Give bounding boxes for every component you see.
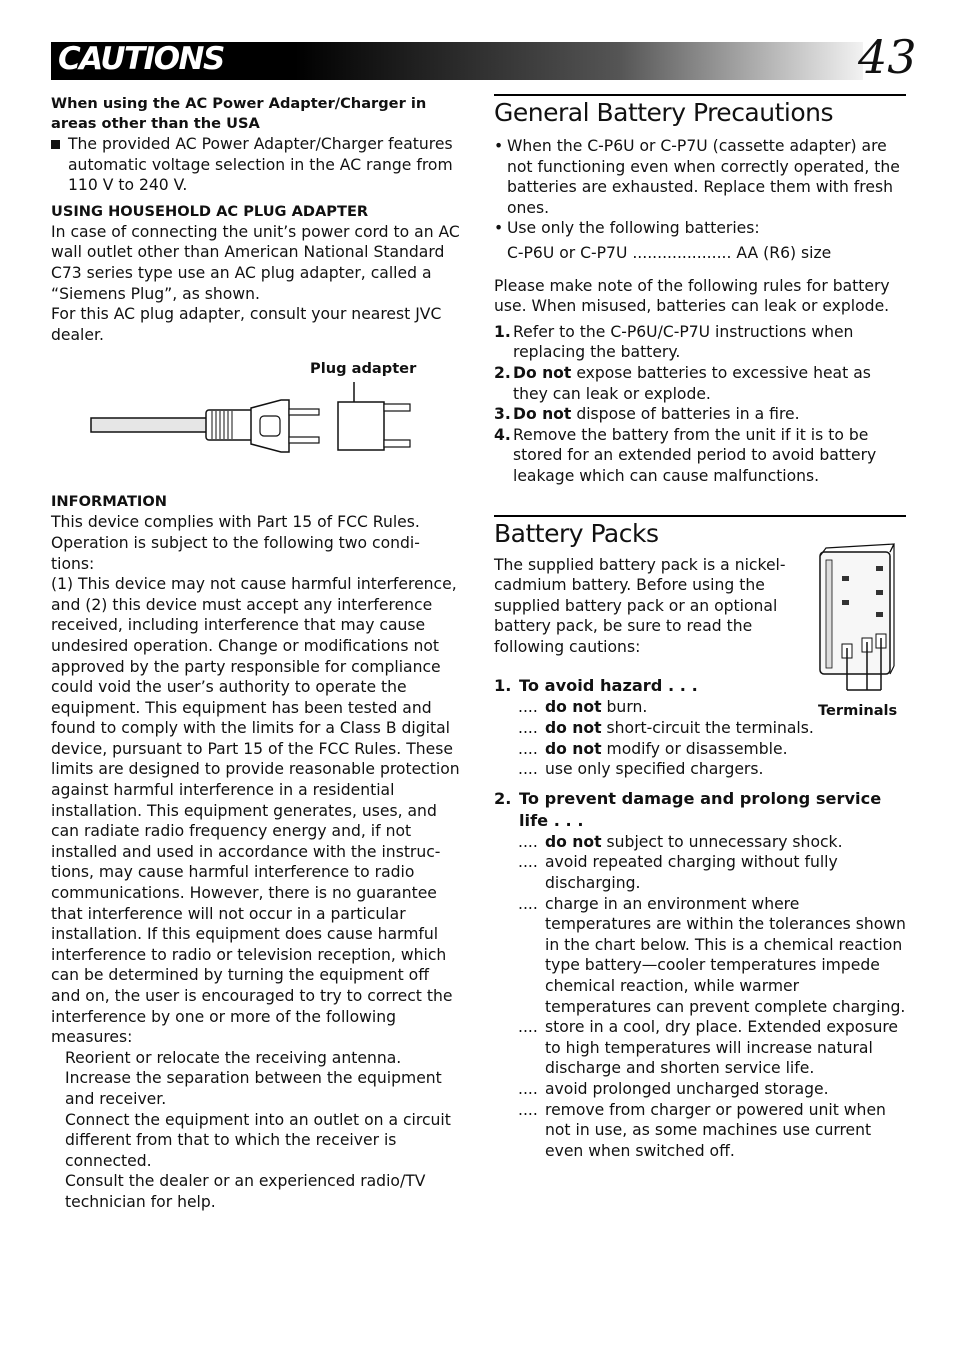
leader-dots: ....: [518, 1018, 538, 1037]
item-emphasis: do not: [545, 698, 602, 717]
leader-dots: ....: [518, 698, 538, 717]
damage-item: [494, 832, 906, 853]
item-emphasis: do not: [545, 719, 602, 738]
terminals-label: Terminals: [818, 702, 898, 719]
rule-text: Refer to the C-P6U/C-P7U instructions when replacing the battery.: [513, 322, 854, 362]
leader-dots: ....: [518, 739, 538, 758]
battery-spec: C-P6U or C-P7U .................... AA (R6) size: [507, 243, 832, 262]
item-text: subject to unnecessary shock.: [601, 832, 843, 851]
rule-text: Remove the battery from the unit if it is to be stored for an extended period to avoid battery leakage which can cause malfunctions.: [513, 425, 877, 485]
damage-title: To prevent damage and prolong service life . . .: [519, 788, 882, 830]
item-text: store in a cool, dry place. Extended exposure to high temperatures will increase natural discharge and shorten service life.: [545, 1018, 899, 1078]
general-bullet-1-text: When the C-P6U or C-P7U (cassette adapter) are not functioning even when correctly operated, the batteries are exhausted. Replace them with fresh ones.: [507, 137, 900, 217]
battery-pack-illustration: [810, 540, 910, 705]
rule-emphasis: Do not: [513, 405, 572, 424]
general-bullet-2-text: Use only the following batteries:: [507, 219, 760, 238]
item-text: modify or disassemble.: [601, 739, 788, 758]
information-heading: INFORMATION: [51, 493, 167, 511]
battery-rules-list: [494, 322, 906, 487]
page-number: 43: [858, 30, 917, 84]
ac-adapter-heading: When using the AC Power Adapter/Charger in areas other than the USA: [51, 95, 427, 132]
item-text: short-circuit the terminals.: [601, 719, 814, 738]
page-title: CAUTIONS: [58, 41, 224, 77]
leader-dots: ....: [518, 760, 538, 779]
bullet-dot-icon: •: [494, 137, 504, 155]
battery-rule: [494, 404, 906, 425]
leader-dots: ....: [518, 894, 538, 913]
rule-number: 2.: [494, 363, 511, 382]
battery-rule: [494, 363, 906, 404]
information-para1: This device complies with Part 15 of FCC Rules. Operation is subject to the following two condi- tions:: [51, 513, 420, 573]
information-para2: (1) This device may not cause harmful interference, and (2) this device must accept any interference received, including interference that may cause undesired operation. Change or modifications not approved by the party responsible for compliance could void the user’s authority to operate the equipment. This equipment has been tested and found to comply with the limits for a Class B digital device, pursuant to Part 15 of the FCC Rules. These limits are designed to provide reasonable protection against harmful interference in a residential installation. This equipment generates, uses, and can radiate radio frequency energy and, if not installed and used in accordance with the instruc- tions, may cause harmful interference to radio communications. However, there is no guarantee that interference will not occur in a particular installation. If this equipment does cause harmful interference to radio or television reception, which can be determined by turning the equipment off and on, the user is encouraged to try to correct the interference by one or more of the following measures:: [51, 575, 460, 1047]
battery-packs-heading: Battery Packs: [494, 515, 906, 549]
measure-item: Increase the separation between the equipment and receiver.: [65, 1069, 442, 1108]
bullet-dot-icon: •: [494, 219, 504, 238]
leader-dots: ....: [518, 1079, 538, 1098]
damage-item: [494, 894, 906, 1018]
plug-adapter-figure: [86, 360, 426, 480]
ac-adapter-item-text: The provided AC Power Adapter/Charger features automatic voltage selection in the AC range from 110 V to 240 V.: [68, 135, 453, 195]
measure-item: Connect the equipment into an outlet on a circuit different from that to which the receiver is connected.: [65, 1110, 451, 1170]
damage-item: [494, 1017, 906, 1079]
battery-packs-intro: The supplied battery pack is a nickel-cadmium battery. Before using the supplied battery pack or an optional battery pack, be sure to read the following cautions:: [494, 555, 786, 656]
rule-number: 4.: [494, 425, 511, 444]
ac-adapter-item: [51, 134, 461, 196]
measure-item: Reorient or relocate the receiving antenna.: [65, 1048, 402, 1067]
general-bullet-1: [494, 136, 906, 218]
hazard-number: 1.: [494, 676, 512, 696]
damage-item: [494, 852, 906, 893]
spacer: [494, 128, 906, 136]
rule-text: dispose of batteries in a fire.: [571, 405, 800, 424]
general-bullet-2: [494, 218, 906, 239]
leader-dots: ....: [518, 1100, 538, 1119]
battery-rules-note: Please make note of the following rules for battery use. When misused, batteries can leak or explode.: [494, 276, 890, 316]
item-text: avoid prolonged uncharged storage.: [545, 1079, 829, 1098]
item-emphasis: do not: [545, 739, 602, 758]
battery-rule: [494, 322, 906, 363]
rule-number: 3.: [494, 405, 511, 424]
hazard-item: [494, 759, 906, 780]
square-bullet-icon: [51, 140, 60, 149]
plug-adapter-para2: For this AC plug adapter, consult your nearest JVC dealer.: [51, 305, 442, 344]
leader-dots: ....: [518, 853, 538, 872]
battery-rule: [494, 425, 906, 487]
leader-dots: ....: [518, 832, 538, 851]
left-column: [51, 94, 461, 1213]
rule-number: 1.: [494, 322, 511, 341]
plug-adapter-para1: In case of connecting the unit’s power cord to an AC wall outlet other than American National Standard C73 series type use an AC plug adapter, called a “Siemens Plug”, as shown.: [51, 222, 460, 303]
rule-emphasis: Do not: [513, 363, 572, 382]
measure-item: Consult the dealer or an experienced radio/TV technician for help.: [65, 1172, 426, 1211]
plug-adapter-label: Plug adapter: [310, 360, 417, 377]
item-emphasis: do not: [545, 832, 602, 851]
plug-adapter-heading: USING HOUSEHOLD AC PLUG ADAPTER: [51, 202, 369, 220]
item-text: charge in an environment where temperatures are within the tolerances shown in the chart below. This is a chemical reaction type battery—cooler temperatures impede chemical reaction, while warmer temperatures can prevent complete charging.: [545, 894, 906, 1016]
item-text: burn.: [601, 698, 648, 717]
hazard-title: To avoid hazard . . .: [519, 676, 698, 696]
damage-number: 2.: [494, 788, 512, 808]
general-battery-heading: General Battery Precautions: [494, 94, 906, 128]
rule-text: expose batteries to excessive heat as they can leak or explode.: [513, 363, 871, 403]
hazard-item: [494, 739, 906, 760]
leader-dots: ....: [518, 719, 538, 738]
plug-illustration: [86, 360, 426, 480]
item-text: avoid repeated charging without fully discharging.: [545, 853, 838, 893]
item-text: remove from charger or powered unit when not in use, as some machines use current even when switched off.: [545, 1100, 886, 1160]
damage-item: [494, 1100, 906, 1162]
damage-heading: [494, 788, 906, 832]
item-text: use only specified chargers.: [545, 760, 764, 779]
battery-pack-figure: [810, 540, 910, 725]
damage-item: [494, 1079, 906, 1100]
